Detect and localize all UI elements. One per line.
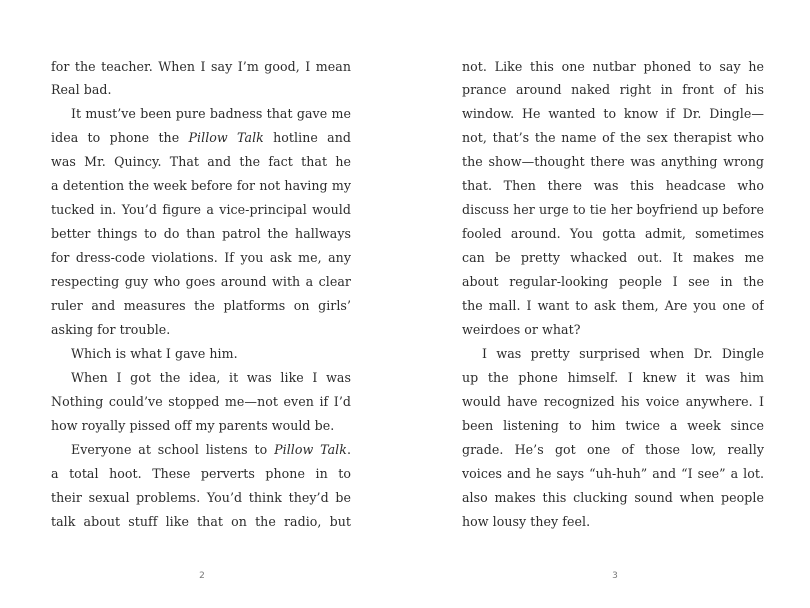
- text-line: been listening to him twice a week since: [462, 418, 764, 433]
- text-line: asking for trouble.: [51, 322, 171, 337]
- text-line: for the teacher. When I say I’m good, I mean: [51, 59, 351, 74]
- text-line: window. He wanted to know if Dr. Dingle—: [462, 106, 764, 121]
- text-run: .: [346, 442, 351, 457]
- text-line: ruler and measures the platforms on girls’: [51, 298, 351, 313]
- text-line: the show—thought there was anything wrong: [462, 154, 764, 169]
- text-line: I was pretty surprised when Dr. Dingle: [482, 346, 764, 361]
- text-line: better things to do than patrol the hallways: [51, 226, 351, 241]
- text-line: the mall. I want to ask them, Are you one of: [462, 298, 764, 313]
- text-line: voices and he says “uh-huh” and “I see” a lot.: [462, 466, 764, 481]
- text-line: a total hoot. These perverts phone in to: [51, 466, 351, 481]
- text-run: Everyone at school listens to: [71, 442, 275, 457]
- text-line: Which is what I gave him.: [71, 346, 238, 361]
- text-line: about regular-looking people I see in the: [462, 274, 764, 289]
- text-line: that. Then there was this headcase who: [462, 178, 764, 193]
- text-line: would have recognized his voice anywhere. I: [462, 394, 764, 409]
- text-line: prance around naked right in front of his: [462, 82, 764, 97]
- page-number: 3: [612, 571, 618, 581]
- text-line: fooled around. You gotta admit, sometimes: [462, 226, 764, 241]
- text-line: [51, 130, 351, 146]
- text-line: how lousy they feel.: [462, 514, 591, 529]
- right-page: [405, 0, 810, 608]
- text-line: was Mr. Quincy. That and the fact that he: [51, 154, 351, 169]
- text-line: It must’ve been pure badness that gave me: [71, 106, 351, 121]
- text-line: can be pretty whacked out. It makes me: [462, 250, 764, 265]
- text-run: idea to phone the: [51, 130, 189, 145]
- text-line: for dress-code violations. If you ask me, any: [51, 250, 351, 265]
- text-line: discuss her urge to tie her boyfriend up before: [462, 202, 764, 217]
- text-line: how royally pissed off my parents would be.: [51, 418, 335, 433]
- text-line: respecting guy who goes around with a clear: [51, 274, 351, 289]
- text-line: their sexual problems. You’d think they’d be: [51, 490, 351, 505]
- text-line: also makes this clucking sound when people: [462, 490, 764, 505]
- page-number: 2: [199, 571, 205, 581]
- text-line: grade. He’s got one of those low, really: [462, 442, 764, 457]
- show-title: Pillow Talk: [274, 442, 347, 457]
- text-line: When I got the idea, it was like I was: [71, 370, 351, 385]
- text-line: tucked in. You’d figure a vice-principal would: [51, 202, 351, 217]
- show-title: Pillow Talk: [188, 130, 264, 145]
- text-line: not, that’s the name of the sex therapist who: [462, 130, 764, 145]
- text-line: a detention the week before for not having my: [51, 178, 351, 193]
- text-line: [71, 442, 351, 458]
- text-line: talk about stuff like that on the radio, but: [51, 514, 351, 529]
- text-line: weirdoes or what?: [462, 322, 581, 337]
- text-line: Real bad.: [51, 82, 112, 97]
- text-line: not. Like this one nutbar phoned to say he: [462, 59, 764, 74]
- text-line: up the phone himself. I knew it was him: [462, 370, 764, 385]
- text-run: hotline and: [273, 130, 351, 145]
- text-line: Nothing could’ve stopped me—not even if I’d: [51, 394, 351, 409]
